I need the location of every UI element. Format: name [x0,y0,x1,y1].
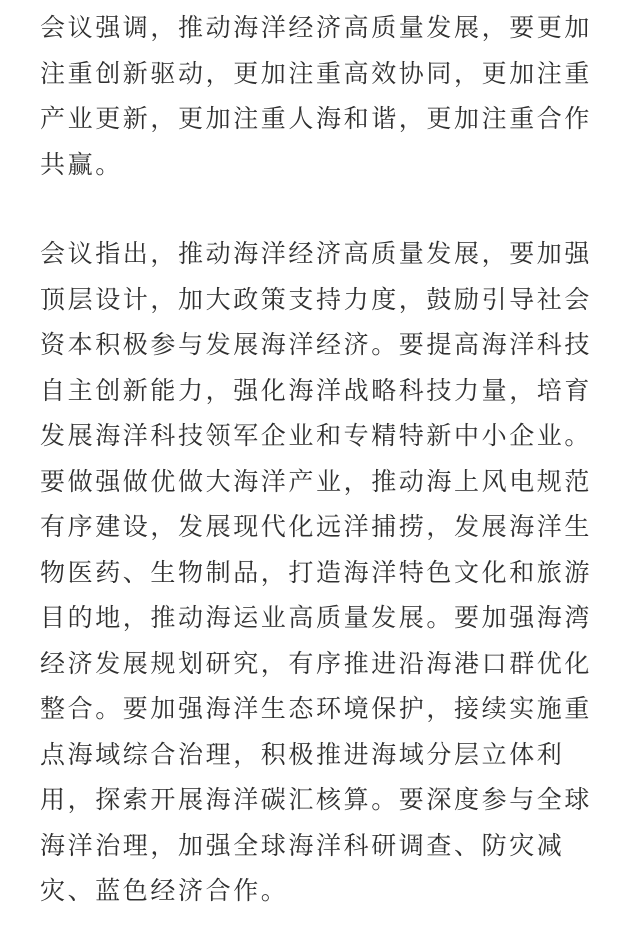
text-line: 用，探索开展海洋碳汇核算。要深度参与全球 [40,785,593,814]
text-line: 会议强调，推动海洋经济高质量发展，要更加 [40,13,593,42]
text-line: 物医药、生物制品，打造海洋特色文化和旅游 [40,557,593,587]
text-line: 产业更新，更加注重人海和谐，更加注重合作 [40,104,593,133]
text-line: 目的地，推动海运业高质量发展。要加强海湾 [40,603,593,632]
text-line: 会议指出，推动海洋经济高质量发展，要加强 [40,239,593,268]
text-line: 发展海洋科技领军企业和专精特新中小企业。 [40,421,593,450]
text-line: 共赢。 [40,149,123,179]
paragraph-2 [40,231,595,914]
text-line: 有序建设，发展现代化远洋捕捞，发展海洋生 [40,512,593,541]
text-line: 经济发展规划研究，有序推进沿海港口群优化 [40,648,593,678]
text-line: 自主创新能力，强化海洋战略科技力量，培育 [40,375,593,405]
paragraph-1 [40,0,595,187]
text-line: 顶层设计，加大政策支持力度，鼓励引导社会 [40,284,593,314]
text-line: 要做强做优做大海洋产业，推动海上风电规范 [40,466,593,496]
text-line: 整合。要加强海洋生态环境保护，接续实施重 [40,694,593,723]
text-line: 注重创新驱动，更加注重高效协同，更加注重 [40,58,593,88]
text-line: 海洋治理，加强全球海洋科研调查、防灾减 [40,830,565,860]
text-line: 灾、蓝色经济合作。 [40,876,289,905]
text-line: 资本积极参与发展海洋经济。要提高海洋科技 [40,330,593,359]
article-body [40,0,595,914]
text-line: 点海域综合治理，积极推进海域分层立体利 [40,739,565,769]
